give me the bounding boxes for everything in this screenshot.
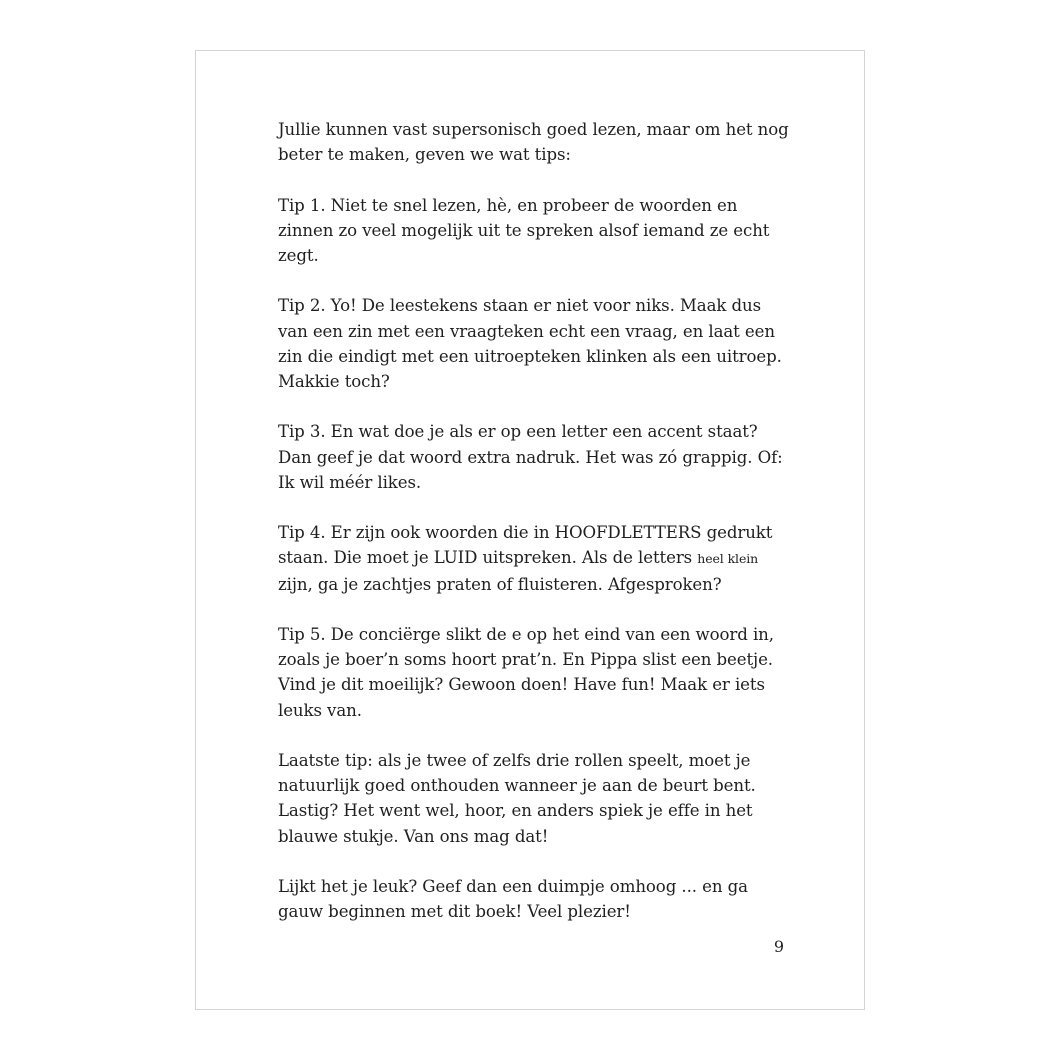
page-number: 9 (773, 937, 784, 956)
tip-3-paragraph (278, 419, 790, 495)
book-page (195, 50, 865, 1010)
last-tip-paragraph (278, 748, 790, 849)
tip-4-text-start: Tip 4. Er zijn ook woorden die in HOOFDLETTERS gedrukt staan. Die moet je LUID uitspreken. Als de letters (278, 523, 773, 568)
tip-1-paragraph (278, 193, 790, 269)
tip-4-paragraph (278, 520, 790, 597)
tip-2-text: Tip 2. Yo! De leestekens staan er niet voor niks. Maak dus van een zin met een vraagteken echt een vraag, en laat een zin die eindigt met een uitroepteken klinken als een uitroep. Makkie toch? (278, 296, 782, 391)
tip-3-text: Tip 3. En wat doe je als er op een letter een accent staat? Dan geef je dat woord extra nadruk. Het was zó grappig. Of: Ik wil méér likes. (278, 422, 783, 492)
intro-text: Jullie kunnen vast supersonisch goed lezen, maar om het nog beter te maken, geven we wat tips: (278, 120, 789, 165)
page-text (278, 117, 790, 950)
closing-text: Lijkt het je leuk? Geef dan een duimpje omhoog ... en ga gauw beginnen met dit boek! Veel plezier! (278, 876, 748, 922)
tip-4-small-text: heel klein (697, 551, 759, 567)
intro-paragraph (278, 117, 790, 167)
tip-4-text-end: zijn, ga je zachtjes praten of fluisteren. Afgesproken? (278, 574, 722, 594)
tip-5-text: Tip 5. De conciërge slikt de e op het eind van een woord in, zoals je boer’n soms hoort prat’n. En Pippa slist een beetje. Vind je dit moeilijk? Gewoon doen! Have fun! Maak er iets leuks van. (278, 624, 774, 720)
last-tip-text: Laatste tip: als je twee of zelfs drie rollen speelt, moet je natuurlijk goed onthouden wanneer je aan de beurt bent. Lastig? Het went wel, hoor, en anders spiek je effe in het blauwe stukje. Van ons mag dat! (278, 750, 756, 846)
tip-1-text: Tip 1. Niet te snel lezen, hè, en probeer de woorden en zinnen zo veel mogelijk uit te spreken alsof iemand ze echt zegt. (278, 195, 770, 265)
tip-5-paragraph (278, 622, 790, 723)
tip-2-paragraph (278, 293, 790, 394)
closing-paragraph (278, 874, 790, 924)
